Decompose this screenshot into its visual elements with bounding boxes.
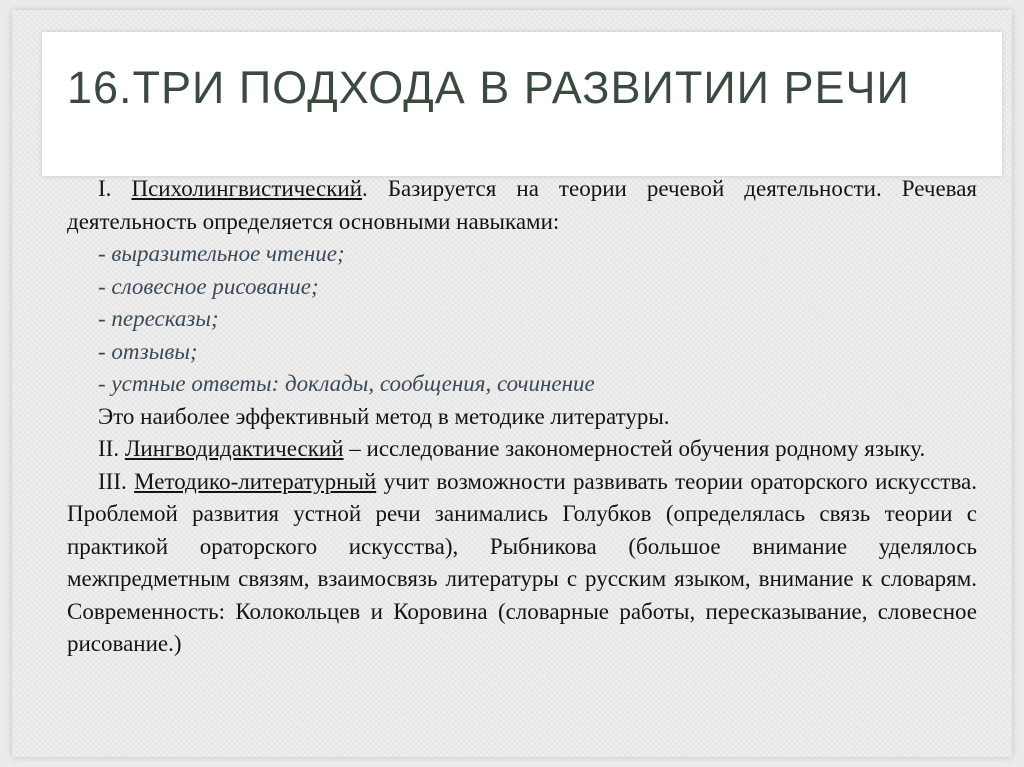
section-1-conclusion: Это наиболее эффективный метод в методике литературы.	[98, 403, 670, 429]
section-1-text: . Базируется на теории речевой деятельности. Речевая деятельность определяется основными навыками:	[67, 176, 978, 234]
list-item: - отзывы;	[98, 338, 198, 364]
section-1-term: Психолингвистический	[131, 176, 363, 201]
list-item: - пересказы;	[98, 306, 219, 331]
section-2-text: – исследование закономерностей обучения родному языку.	[343, 436, 926, 461]
section-3-term: Методико-литературный	[134, 468, 377, 494]
slide-title: 16.ТРИ ПОДХОДА В РАЗВИТИИ РЕЧИ	[67, 62, 910, 113]
section-2-numeral: II.	[98, 436, 120, 461]
paragraph-section-1	[67, 173, 977, 238]
slide	[12, 10, 1012, 757]
list-item: - выразительное чтение;	[98, 241, 345, 266]
slide-body	[67, 173, 977, 661]
section-3-numeral: III.	[98, 468, 127, 494]
list-item: - устные ответы: доклады, сообщения, сочинение	[98, 371, 595, 396]
list-item: - словесное рисование;	[98, 273, 319, 299]
paragraph-section-3	[67, 466, 977, 661]
paragraph-section-2	[67, 433, 977, 466]
section-2-term: Лингводидактический	[124, 436, 344, 461]
section-3-text: учит возможности развивать теории ораторского искусства. Проблемой развития устной речи занимались Голубков (определялась связь теории с практикой ораторского искусства), Рыбникова (большое внимание уделялось межпредметным связям, взаимосвязь литературы с русским языком, внимание к словарям. Современность: Колокольцев и Коровина (словарные работы, пересказывание, словесное рисование.)	[67, 468, 977, 656]
section-1-numeral: I.	[98, 176, 112, 201]
